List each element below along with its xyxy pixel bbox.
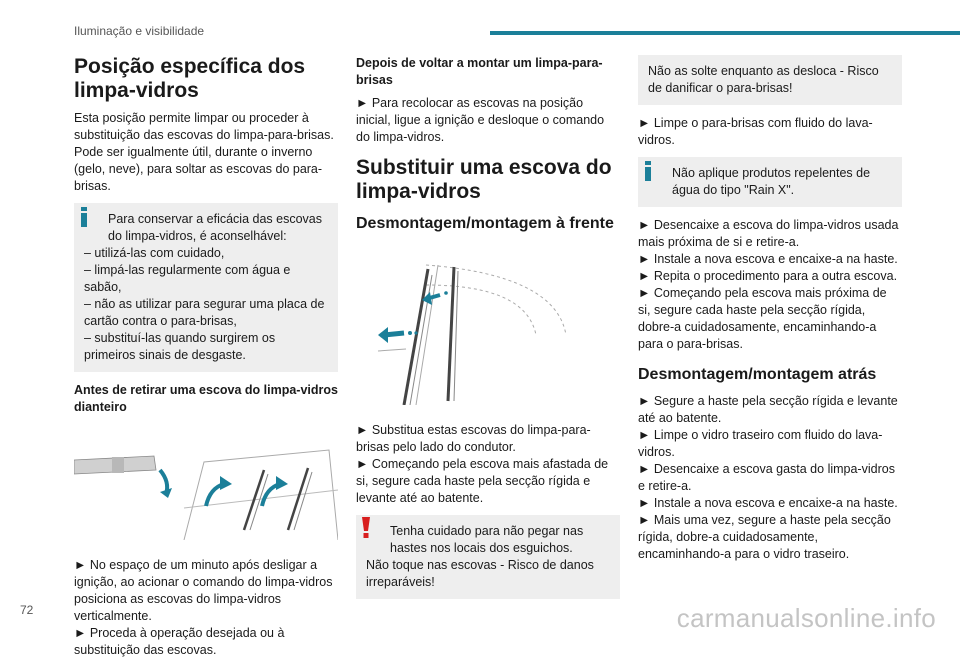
step-detach-blade: ► Desencaixe a escova do limpa-vidros usada mais próxima de si e retire-a. [638,218,899,249]
section-title-replace: Substituir uma escova do limpa-vidros [356,156,612,203]
warning-rest: Não toque nas escovas - Risco de danos irreparáveis! [366,558,594,589]
note-item: – limpá-las regularmente com água e sabão, [84,263,291,294]
rear-step: ► Desencaixe a escova gasta do limpa-vidros e retire-a. [638,462,895,493]
note-item: – utilizá-las com cuidado, [84,246,225,260]
info-rainx-text: Não aplique produtos repelentes de água do tipo "Rain X". [672,166,871,197]
step-repeat: ► Repita o procedimento para a outra escova. [638,269,898,283]
step-lift-arm: ► Começando pela escova mais afastada de si, segure cada haste pela secção rígida e levante até ao batente. [356,457,609,505]
intro-paragraph: Esta posição permite limpar ou proceder à substituição das escovas do limpa-para-brisas. Pode ser igualmente útil, durante o inverno (gelo, neve), para soltar as escovas do para-brisas. [74,111,334,193]
step-one-minute: ► No espaço de um minuto após desligar a ignição, ao acionar o comando do limpa-vidros posiciona as escovas do limpa-vidros verticalmente. [74,558,333,623]
section-rear: Desmontagem/montagem atrás [638,366,877,383]
column-right [638,55,902,571]
subtitle-after-refit: Depois de voltar a montar um limpa-para-brisas [356,56,603,87]
column-middle [356,55,620,609]
caution-text: Não as solte enquanto as desloca - Risco de danificar o para-brisas! [648,64,879,95]
info-note-lead: Para conservar a eficácia das escovas do limpa-vidros, é aconselhável: [108,212,322,243]
caution-note [638,55,902,105]
warning-lead: Tenha cuidado para não pegar nas hastes nos locais dos esguichos. [390,524,584,555]
note-item: – não as utilizar para segurar uma placa de cartão contra o para-brisas, [84,297,325,328]
step-proceed: ► Proceda à operação desejada ou à substituição das escovas. [74,626,285,657]
wiper-control-illustration [74,430,338,540]
page-number: 72 [20,603,34,617]
front-wiper-illustration [356,255,620,405]
subtitle-before-removal: Antes de retirar uma escova do limpa-vidros dianteiro [74,383,338,414]
step-install-blade: ► Instale a nova escova e encaixe-a na haste. [638,252,898,266]
step-clean-windscreen: ► Limpe o para-brisas com fluido do lava-vidros. [638,116,873,147]
section-front: Desmontagem/montagem à frente [356,215,614,232]
step-fold-arm: ► Começando pela escova mais próxima de si, segure cada haste pela secção rígida, dobre-a cuidadosamente, encaminhando-a para o para-brisas. [638,286,887,351]
rear-step: ► Instale a nova escova e encaixe-a na haste. [638,496,898,510]
info-note-care [74,203,338,372]
step-restore-position: ► Para recolocar as escovas na posição inicial, ligue a ignição e desloque o comando do limpa-vidros. [356,96,605,144]
note-item: – substituí-las quando surgirem os primeiros sinais de desgaste. [84,331,276,362]
info-note-rainx [638,157,902,207]
step-replace-driver-side: ► Substitua estas escovas do limpa-para-brisas pelo lado do condutor. [356,423,591,454]
rear-step: ► Segure a haste pela secção rígida e levante até ao batente. [638,394,898,425]
rear-step: ► Limpe o vidro traseiro com fluido do lava-vidros. [638,428,883,459]
header-accent-bar [490,31,960,35]
column-left [74,55,338,667]
warning-note [356,515,620,599]
page-title: Posição específica dos limpa-vidros [74,55,306,102]
rear-step: ► Mais uma vez, segure a haste pela secção rígida, dobre-a cuidadosamente, encaminhando-a para o vidro traseiro. [638,513,891,561]
header-section-title: Iluminação e visibilidade [74,24,205,38]
watermark: carmanualsonline.info [676,603,936,633]
